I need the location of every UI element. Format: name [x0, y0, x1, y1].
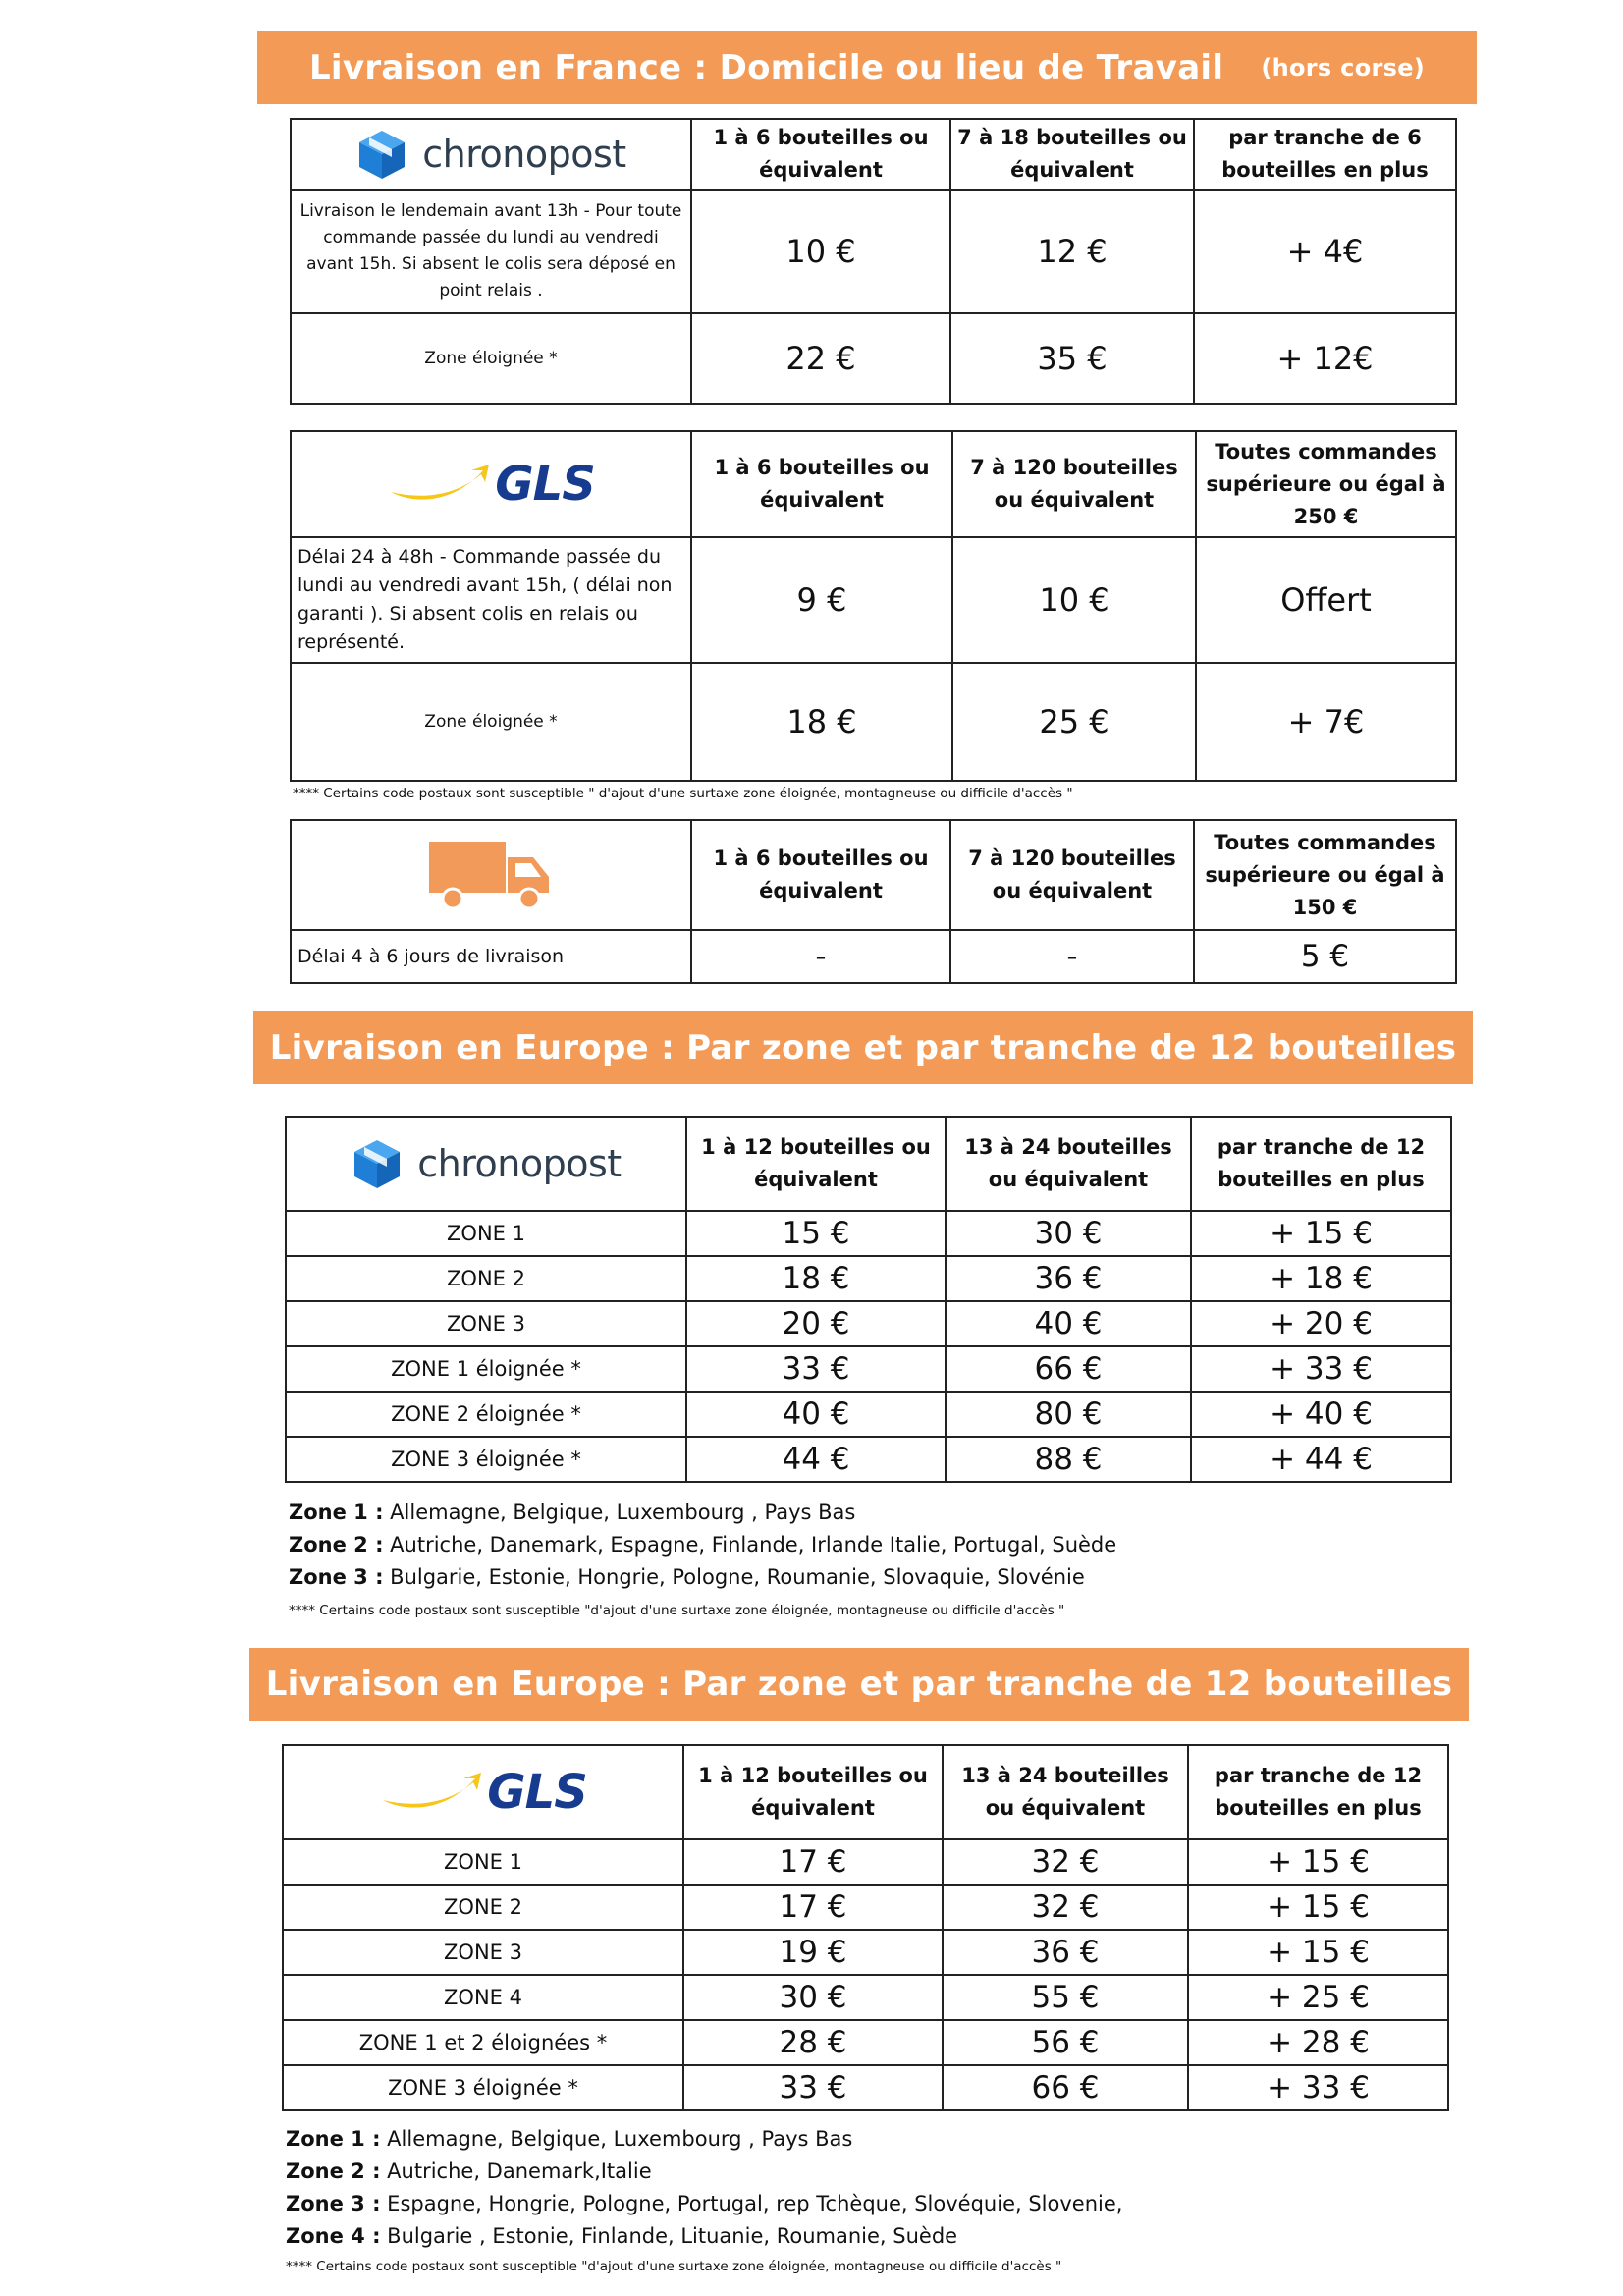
price-cell: 15 €	[686, 1211, 946, 1256]
price-cell: 66 €	[943, 2065, 1188, 2110]
price-cell: 33 €	[686, 1346, 946, 1392]
chronopost-cube-icon	[355, 128, 408, 181]
price-cell: 33 €	[683, 2065, 943, 2110]
price-cell: + 15 €	[1188, 1839, 1448, 1885]
header-cell: 1 à 6 bouteilles ou équivalent	[691, 119, 950, 190]
price-cell: 17 €	[683, 1885, 943, 1930]
truck-icon	[427, 838, 555, 912]
header-cell: 7 à 120 bouteilles ou équivalent	[952, 431, 1196, 537]
table-row	[286, 1301, 1451, 1346]
france-gls-table	[290, 430, 1457, 782]
row-label: ZONE 2	[283, 1885, 683, 1930]
table-row	[283, 1975, 1448, 2020]
zone-key: Zone 2 :	[286, 2159, 381, 2183]
price-cell: + 28 €	[1188, 2020, 1448, 2065]
europe-gls-table	[282, 1744, 1449, 2111]
price-cell: + 15 €	[1191, 1211, 1451, 1256]
price-cell: 10 €	[952, 537, 1196, 663]
header-cell: 7 à 18 bouteilles ou équivalent	[950, 119, 1194, 190]
europe-gls-zones	[286, 2123, 1122, 2253]
zone-line	[286, 2156, 1122, 2188]
price-cell: + 20 €	[1191, 1301, 1451, 1346]
gls-logo-text: GLS	[495, 457, 595, 512]
row-label: Délai 24 à 48h - Commande passée du lundi au vendredi avant 15h, ( délai non garanti ). Si absent colis en relais ou représenté.	[291, 537, 691, 663]
price-cell: 19 €	[683, 1930, 943, 1975]
zone-countries: Espagne, Hongrie, Pologne, Portugal, rep Tchèque, Slovéquie, Slovenie,	[387, 2192, 1123, 2215]
price-cell: 80 €	[946, 1392, 1191, 1437]
zone-key: Zone 4 :	[286, 2224, 381, 2248]
price-cell: 35 €	[950, 313, 1194, 404]
table-row	[283, 1930, 1448, 1975]
gls-swoosh-icon	[379, 1771, 487, 1814]
header-cell: 1 à 6 bouteilles ou équivalent	[691, 820, 950, 930]
price-cell: 40 €	[686, 1392, 946, 1437]
price-cell: 36 €	[943, 1930, 1188, 1975]
zone-line	[289, 1529, 1116, 1561]
row-label: ZONE 3	[283, 1930, 683, 1975]
europe-chronopost-table	[285, 1116, 1452, 1483]
chronopost-logo	[286, 1117, 686, 1211]
europe-gls-banner	[249, 1648, 1469, 1721]
europe-gls-banner-title: Livraison en Europe : Par zone et par tranche de 12 bouteilles	[265, 1665, 1453, 1704]
row-label: Livraison le lendemain avant 13h - Pour toute commande passée du lundi au vendredi avant 15h. Si absent le colis sera déposé en point relais .	[291, 190, 691, 313]
price-cell: + 44 €	[1191, 1437, 1451, 1482]
zone-line	[286, 2188, 1122, 2220]
price-cell: 44 €	[686, 1437, 946, 1482]
zone-countries: Allemagne, Belgique, Luxembourg , Pays Bas	[390, 1501, 856, 1524]
price-cell: + 12€	[1194, 313, 1456, 404]
gls-logo	[283, 1745, 683, 1839]
price-cell: 66 €	[946, 1346, 1191, 1392]
row-label: ZONE 1 et 2 éloignées *	[283, 2020, 683, 2065]
table-row	[286, 1211, 1451, 1256]
row-label: Zone éloignée *	[291, 313, 691, 404]
header-cell: 13 à 24 bouteilles ou équivalent	[943, 1745, 1188, 1839]
price-cell: 36 €	[946, 1256, 1191, 1301]
europe-chronopost-zones	[289, 1497, 1116, 1594]
zone-countries: Bulgarie , Estonie, Finlande, Lituanie, Roumanie, Suède	[387, 2224, 958, 2248]
table-row	[283, 2020, 1448, 2065]
price-cell: + 25 €	[1188, 1975, 1448, 2020]
price-cell: 25 €	[952, 663, 1196, 781]
row-label: ZONE 2	[286, 1256, 686, 1301]
row-label: Zone éloignée *	[291, 663, 691, 781]
table-row	[291, 190, 1456, 313]
row-label: ZONE 3	[286, 1301, 686, 1346]
france-banner-subtitle: (hors corse)	[1261, 54, 1426, 82]
gls-swoosh-icon	[387, 463, 495, 506]
zone-key: Zone 3 :	[289, 1565, 384, 1589]
header-cell: Toutes commandes supérieure ou égal à 250 €	[1196, 431, 1456, 537]
header-cell: par tranche de 12 bouteilles en plus	[1191, 1117, 1451, 1211]
price-cell: 30 €	[683, 1975, 943, 2020]
table-row	[286, 1256, 1451, 1301]
price-cell: 9 €	[691, 537, 952, 663]
row-label: ZONE 4	[283, 1975, 683, 2020]
chronopost-logo-text: chronopost	[417, 1142, 622, 1185]
table-row	[291, 313, 1456, 404]
price-cell: 20 €	[686, 1301, 946, 1346]
row-label: ZONE 3 éloignée *	[283, 2065, 683, 2110]
table-row	[291, 663, 1456, 781]
europe-gls-footnote: **** Certains code postaux sont susceptible "d'ajout d'une surtaxe zone éloignée, montagneuse ou difficile d'accès "	[286, 2259, 1062, 2274]
row-label: ZONE 1	[286, 1211, 686, 1256]
zone-countries: Autriche, Danemark, Espagne, Finlande, Irlande Italie, Portugal, Suède	[390, 1533, 1117, 1557]
price-cell: + 15 €	[1188, 1885, 1448, 1930]
price-cell: 88 €	[946, 1437, 1191, 1482]
header-cell: par tranche de 6 bouteilles en plus	[1194, 119, 1456, 190]
chronopost-cube-icon	[351, 1137, 404, 1190]
zone-countries: Bulgarie, Estonie, Hongrie, Pologne, Roumanie, Slovaquie, Slovénie	[390, 1565, 1085, 1589]
table-row	[283, 1839, 1448, 1885]
table-row	[286, 1346, 1451, 1392]
table-row	[283, 2065, 1448, 2110]
france-banner-title: Livraison en France : Domicile ou lieu de Travail	[308, 48, 1224, 87]
price-cell: 55 €	[943, 1975, 1188, 2020]
zone-key: Zone 2 :	[289, 1533, 384, 1557]
price-cell: 28 €	[683, 2020, 943, 2065]
header-cell: 1 à 6 bouteilles ou équivalent	[691, 431, 952, 537]
row-label: ZONE 1 éloignée *	[286, 1346, 686, 1392]
truck-logo	[291, 820, 691, 930]
price-cell: 12 €	[950, 190, 1194, 313]
row-label: ZONE 1	[283, 1839, 683, 1885]
price-cell: 30 €	[946, 1211, 1191, 1256]
table-row	[291, 537, 1456, 663]
price-cell: + 18 €	[1191, 1256, 1451, 1301]
price-cell: + 4€	[1194, 190, 1456, 313]
zone-line	[286, 2123, 1122, 2156]
zone-countries: Allemagne, Belgique, Luxembourg , Pays Bas	[387, 2127, 853, 2151]
price-cell: 17 €	[683, 1839, 943, 1885]
gls-logo-text: GLS	[487, 1765, 587, 1820]
header-cell: 1 à 12 bouteilles ou équivalent	[686, 1117, 946, 1211]
price-cell: 10 €	[691, 190, 950, 313]
price-cell: 22 €	[691, 313, 950, 404]
france-chronopost-table	[290, 118, 1457, 405]
france-banner	[257, 31, 1477, 104]
price-cell: + 33 €	[1188, 2065, 1448, 2110]
price-cell: 32 €	[943, 1839, 1188, 1885]
row-label: Délai 4 à 6 jours de livraison	[291, 930, 691, 983]
price-cell: 18 €	[686, 1256, 946, 1301]
header-cell: Toutes commandes supérieure ou égal à 150 €	[1194, 820, 1456, 930]
price-cell: + 7€	[1196, 663, 1456, 781]
price-cell: 32 €	[943, 1885, 1188, 1930]
price-cell: + 33 €	[1191, 1346, 1451, 1392]
zone-key: Zone 1 :	[286, 2127, 381, 2151]
table-row	[291, 930, 1456, 983]
header-cell: par tranche de 12 bouteilles en plus	[1188, 1745, 1448, 1839]
gls-logo	[291, 431, 691, 537]
price-cell: 18 €	[691, 663, 952, 781]
price-cell: 40 €	[946, 1301, 1191, 1346]
chronopost-logo-text: chronopost	[422, 133, 626, 176]
france-truck-table	[290, 819, 1457, 984]
table-row	[286, 1437, 1451, 1482]
europe-chronopost-banner	[253, 1011, 1473, 1084]
price-cell: + 40 €	[1191, 1392, 1451, 1437]
row-label: ZONE 2 éloignée *	[286, 1392, 686, 1437]
price-cell: 56 €	[943, 2020, 1188, 2065]
price-cell: 5 €	[1194, 930, 1456, 983]
header-cell: 13 à 24 bouteilles ou équivalent	[946, 1117, 1191, 1211]
zone-line	[289, 1497, 1116, 1529]
table-row	[286, 1392, 1451, 1437]
price-cell: -	[950, 930, 1194, 983]
zone-countries: Autriche, Danemark,Italie	[387, 2159, 652, 2183]
zone-line	[289, 1561, 1116, 1594]
price-cell: Offert	[1196, 537, 1456, 663]
header-cell: 1 à 12 bouteilles ou équivalent	[683, 1745, 943, 1839]
zone-key: Zone 3 :	[286, 2192, 381, 2215]
header-cell: 7 à 120 bouteilles ou équivalent	[950, 820, 1194, 930]
europe-chronopost-footnote: **** Certains code postaux sont susceptible "d'ajout d'une surtaxe zone éloignée, montagneuse ou difficile d'accès "	[289, 1603, 1065, 1618]
zone-line	[286, 2220, 1122, 2253]
price-cell: + 15 €	[1188, 1930, 1448, 1975]
row-label: ZONE 3 éloignée *	[286, 1437, 686, 1482]
france-footnote: **** Certains code postaux sont susceptible " d'ajout d'une surtaxe zone éloignée, montagneuse ou difficile d'accès "	[293, 786, 1073, 801]
table-row	[283, 1885, 1448, 1930]
europe-chronopost-banner-title: Livraison en Europe : Par zone et par tranche de 12 bouteilles	[269, 1028, 1457, 1067]
price-cell: -	[691, 930, 950, 983]
chronopost-logo	[291, 119, 691, 190]
zone-key: Zone 1 :	[289, 1501, 384, 1524]
